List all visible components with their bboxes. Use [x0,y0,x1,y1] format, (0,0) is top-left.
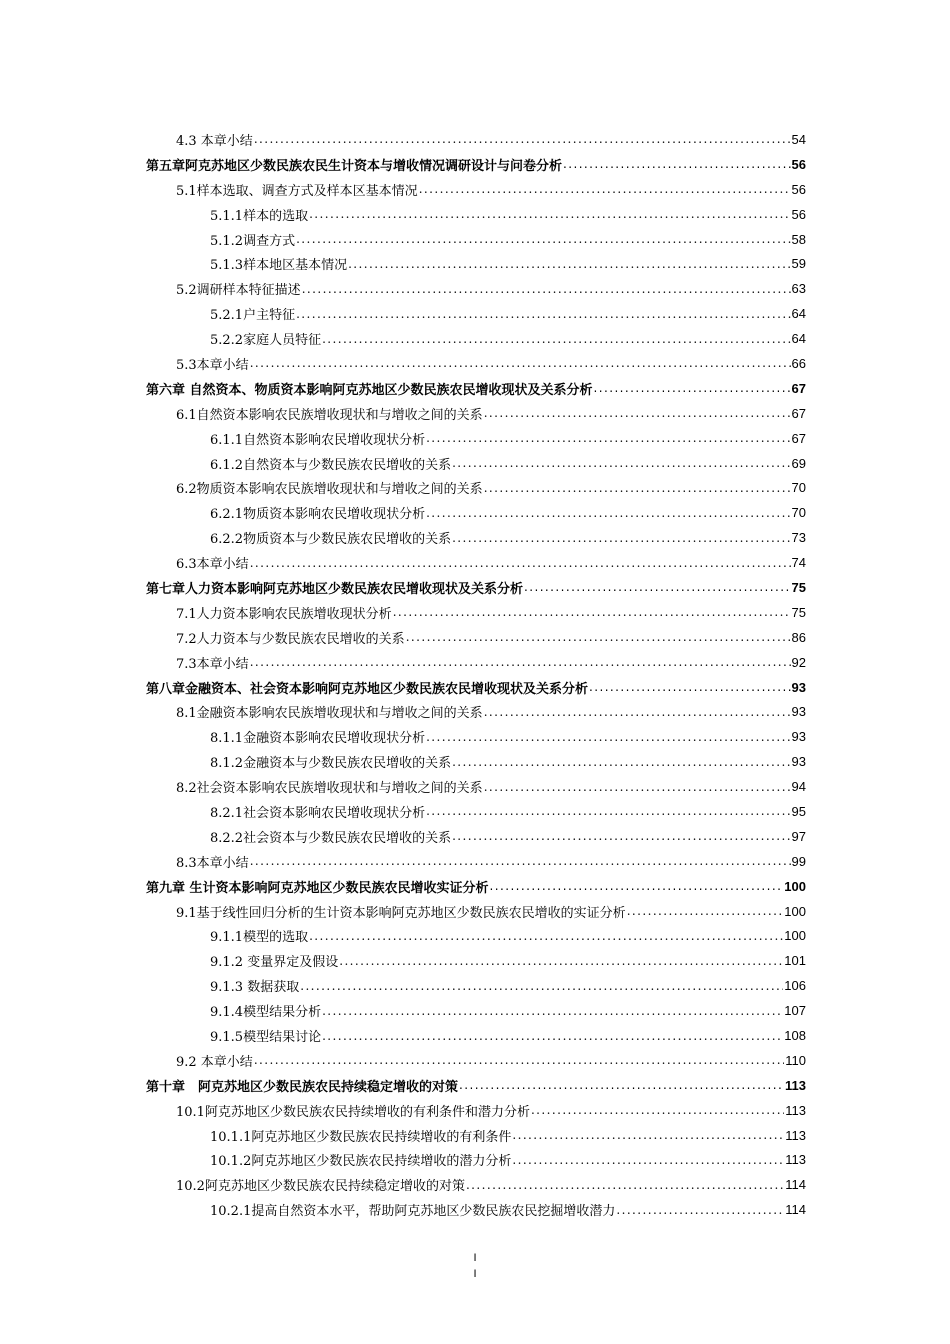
toc-dot-leader [512,1128,784,1144]
toc-chapter-entry[interactable] [0,152,950,177]
toc-section-entry[interactable] [0,824,950,849]
toc-entry-page-number: 73 [791,530,806,546]
toc-entry-title: 6.1.2自然资本与少数民族农民增收的关系 [210,457,452,473]
toc-section-entry[interactable] [0,1197,950,1222]
toc-section-entry[interactable] [0,998,950,1023]
toc-entry-title: 第八章金融资本、社会资本影响阿克苏地区少数民族农民增收现状及关系分析 [146,681,589,697]
toc-dot-leader [531,1103,784,1119]
toc-entry-page-number: 64 [791,331,806,347]
toc-entry-title: 10.2阿克苏地区少数民族农民持续稳定增收的对策 [176,1179,465,1195]
toc-entry-page-number: 67 [791,405,806,421]
toc-section-entry[interactable] [0,724,950,749]
toc-section-entry[interactable] [0,177,950,202]
toc-section-entry[interactable] [0,774,950,799]
toc-entry-page-number: 93 [791,704,806,720]
toc-entry-page-number: 100 [784,878,806,894]
toc-entry-title: 7.1人力资本影响农民族增收现状分析 [176,606,392,622]
toc-entry-title: 8.2社会资本影响农民族增收现状和与增收之间的关系 [176,781,483,797]
toc-dot-leader [616,1203,784,1219]
toc-entry-page-number: 63 [791,281,806,297]
toc-entry-page-number: 70 [791,480,806,496]
toc-section-entry[interactable] [0,227,950,252]
toc-section-entry[interactable] [0,1023,950,1048]
toc-entry-page-number: 75 [791,579,806,595]
toc-entry-page-number: 95 [791,803,806,819]
toc-section-entry[interactable] [0,600,950,625]
toc-entry-title: 6.1自然资本影响农民族增收现状和与增收之间的关系 [176,407,483,423]
toc-entry-title: 第十章 阿克苏地区少数民族农民持续稳定增收的对策 [146,1079,459,1095]
toc-entry-title: 5.1.3样本地区基本情况 [210,258,348,274]
toc-chapter-entry[interactable] [0,575,950,600]
toc-entry-page-number: 99 [791,853,806,869]
toc-dot-leader [452,456,790,472]
toc-section-entry[interactable] [0,500,950,525]
toc-entry-page-number: 56 [791,181,806,197]
toc-entry-page-number: 101 [784,953,806,969]
toc-entry-page-number: 110 [785,1052,806,1068]
toc-section-entry[interactable] [0,650,950,675]
toc-dot-leader [296,307,790,323]
toc-dot-leader [322,332,790,348]
toc-dot-leader [524,580,791,596]
toc-chapter-entry[interactable] [0,376,950,401]
toc-section-entry[interactable] [0,426,950,451]
toc-entry-title: 9.2 本章小结 [176,1054,253,1070]
toc-section-entry[interactable] [0,849,950,874]
toc-entry-page-number: 67 [791,430,806,446]
toc-entry-page-number: 56 [791,206,806,222]
toc-entry-page-number: 70 [791,505,806,521]
toc-entry-title: 10.1.2阿克苏地区少数民族农民持续增收的潜力分析 [210,1154,512,1170]
toc-chapter-entry[interactable] [0,1073,950,1098]
toc-entry-page-number: 93 [791,729,806,745]
toc-dot-leader [339,954,783,970]
toc-section-entry[interactable] [0,799,950,824]
toc-dot-leader [459,1078,784,1094]
toc-section-entry[interactable] [0,451,950,476]
toc-dot-leader [452,531,790,547]
toc-section-entry[interactable] [0,326,950,351]
toc-chapter-entry[interactable] [0,874,950,899]
toc-entry-title: 10.2.1提高自然资本水平，帮助阿克苏地区少数民族农民挖掘增收潜力 [210,1204,616,1220]
toc-dot-leader [589,680,791,696]
toc-entry-page-number: 94 [791,779,806,795]
table-of-contents [0,127,950,1222]
toc-dot-leader [322,1029,783,1045]
toc-dot-leader [309,207,790,223]
toc-entry-title: 6.1.1自然资本影响农民增收现状分析 [210,432,426,448]
toc-entry-title: 9.1.4模型结果分析 [210,1005,322,1021]
toc-entry-page-number: 113 [785,1102,806,1118]
toc-entry-page-number: 107 [784,1003,806,1019]
toc-section-entry[interactable] [0,625,950,650]
toc-entry-page-number: 74 [791,555,806,571]
toc-entry-title: 5.2调研样本特征描述 [176,283,301,299]
toc-entry-page-number: 66 [791,355,806,371]
toc-dot-leader [484,780,791,796]
toc-entry-title: 第七章人力资本影响阿克苏地区少数民族农民增收现状及关系分析 [146,581,524,597]
toc-entry-page-number: 56 [791,156,806,172]
toc-entry-page-number: 113 [785,1077,806,1093]
toc-entry-title: 5.1样本选取、调查方式及样本区基本情况 [176,183,418,199]
toc-dot-leader [426,431,790,447]
toc-section-entry[interactable] [0,475,950,500]
toc-entry-page-number: 59 [791,256,806,272]
toc-dot-leader [484,705,791,721]
toc-dot-leader [296,232,790,248]
toc-entry-title: 第五章阿克苏地区少数民族农民生计资本与增收情况调研设计与问卷分析 [146,158,563,174]
toc-entry-page-number: 113 [785,1152,806,1168]
toc-section-entry[interactable] [0,973,950,998]
toc-dot-leader [254,1053,784,1069]
toc-entry-page-number: 58 [791,231,806,247]
toc-entry-title: 9.1.1模型的选取 [210,930,309,946]
toc-entry-title: 9.1.3 数据获取 [210,980,300,996]
toc-entry-page-number: 69 [791,455,806,471]
toc-dot-leader [627,904,784,920]
toc-section-entry[interactable] [0,525,950,550]
toc-entry-title: 7.3本章小结 [176,656,249,672]
toc-dot-leader [452,755,790,771]
toc-entry-title: 5.1.2调查方式 [210,233,296,249]
toc-entry-page-number: 54 [791,131,806,147]
toc-section-entry[interactable] [0,251,950,276]
toc-dot-leader [452,829,790,845]
toc-entry-page-number: 113 [785,1127,806,1143]
toc-entry-title: 9.1.2 变量界定及假设 [210,955,339,971]
toc-entry-title: 8.1金融资本影响农民族增收现状和与增收之间的关系 [176,706,483,722]
toc-dot-leader [594,381,791,397]
toc-entry-title: 5.3本章小结 [176,357,249,373]
toc-entry-page-number: 100 [784,903,806,919]
toc-entry-title: 10.1.1阿克苏地区少数民族农民持续增收的有利条件 [210,1129,512,1145]
toc-dot-leader [254,132,791,148]
toc-dot-leader [250,556,791,572]
toc-dot-leader [466,1178,784,1194]
toc-dot-leader [302,282,791,298]
toc-section-entry[interactable] [0,401,950,426]
toc-dot-leader [393,605,791,621]
toc-section-entry[interactable] [0,1123,950,1148]
toc-dot-leader [426,506,790,522]
toc-section-entry[interactable] [0,749,950,774]
toc-entry-page-number: 93 [791,679,806,695]
toc-section-entry[interactable] [0,948,950,973]
toc-dot-leader [490,879,784,895]
toc-entry-title: 8.2.1社会资本影响农民增收现状分析 [210,805,426,821]
toc-dot-leader [406,630,791,646]
toc-entry-title: 第六章 自然资本、物质资本影响阿克苏地区少数民族农民增收现状及关系分析 [146,382,593,398]
toc-entry-title: 6.2物质资本影响农民族增收现状和与增收之间的关系 [176,482,483,498]
toc-dot-leader [484,481,791,497]
toc-entry-page-number: 108 [784,1028,806,1043]
toc-section-entry[interactable] [0,202,950,227]
toc-entry-title: 6.2.2物质资本与少数民族农民增收的关系 [210,532,452,548]
toc-entry-page-number: 86 [791,629,806,645]
toc-entry-title: 9.1基于线性回归分析的生计资本影响阿克苏地区少数民族农民增收的实证分析 [176,905,626,921]
page-number: I I [473,1252,477,1280]
toc-entry-page-number: 97 [791,828,806,844]
toc-entry-title: 10.1阿克苏地区少数民族农民持续增收的有利条件和潜力分析 [176,1104,530,1120]
toc-dot-leader [250,854,791,870]
toc-entry-page-number: 92 [791,654,806,670]
toc-section-entry[interactable] [0,699,950,724]
toc-dot-leader [563,157,791,173]
toc-section-entry[interactable] [0,1172,950,1197]
toc-section-entry[interactable] [0,550,950,575]
toc-section-entry[interactable] [0,301,950,326]
toc-entry-title: 5.2.1户主特征 [210,308,296,324]
toc-entry-title: 6.3本章小结 [176,557,249,573]
toc-entry-title: 9.1.5模型结果讨论 [210,1030,322,1045]
toc-entry-title: 7.2人力资本与少数民族农民增收的关系 [176,631,405,647]
toc-section-entry[interactable] [0,1148,950,1173]
toc-entry-title: 6.2.1物质资本影响农民增收现状分析 [210,507,426,523]
toc-entry-page-number: 114 [785,1177,806,1193]
toc-entry-page-number: 67 [791,380,806,396]
toc-entry-title: 第九章 生计资本影响阿克苏地区少数民族农民增收实证分析 [146,880,489,896]
toc-entry-title: 8.3本章小结 [176,855,249,871]
toc-dot-leader [322,1004,783,1020]
toc-section-entry[interactable] [0,1048,950,1073]
toc-entry-page-number: 93 [791,754,806,770]
toc-entry-title: 5.1.1样本的选取 [210,208,309,224]
toc-section-entry[interactable] [0,276,950,301]
toc-chapter-entry[interactable] [0,675,950,700]
toc-dot-leader [300,979,783,995]
toc-dot-leader [512,1153,784,1169]
toc-dot-leader [309,929,783,945]
toc-entry-title: 8.2.2社会资本与少数民族农民增收的关系 [210,830,452,846]
toc-dot-leader [426,804,790,820]
toc-dot-leader [484,406,791,422]
toc-entry-page-number: 106 [784,978,806,994]
toc-dot-leader [348,257,790,273]
toc-entry-page-number: 64 [791,306,806,322]
toc-dot-leader [250,356,791,372]
toc-section-entry[interactable] [0,1098,950,1123]
toc-entry-page-number: 114 [785,1202,806,1218]
toc-entry-page-number: 100 [784,928,806,944]
toc-entry-page-number: 75 [791,604,806,620]
toc-section-entry[interactable] [0,351,950,376]
toc-entry-title: 4.3 本章小结 [176,133,253,149]
toc-dot-leader [250,655,791,671]
toc-section-entry[interactable] [0,924,950,949]
toc-section-entry[interactable] [0,127,950,152]
toc-entry-title: 8.1.2金融资本与少数民族农民增收的关系 [210,756,452,772]
toc-entry-title: 5.2.2家庭人员特征 [210,333,322,349]
toc-section-entry[interactable] [0,899,950,924]
toc-entry-title: 8.1.1金融资本影响农民增收现状分析 [210,731,426,747]
toc-dot-leader [419,182,791,198]
toc-dot-leader [426,730,790,746]
